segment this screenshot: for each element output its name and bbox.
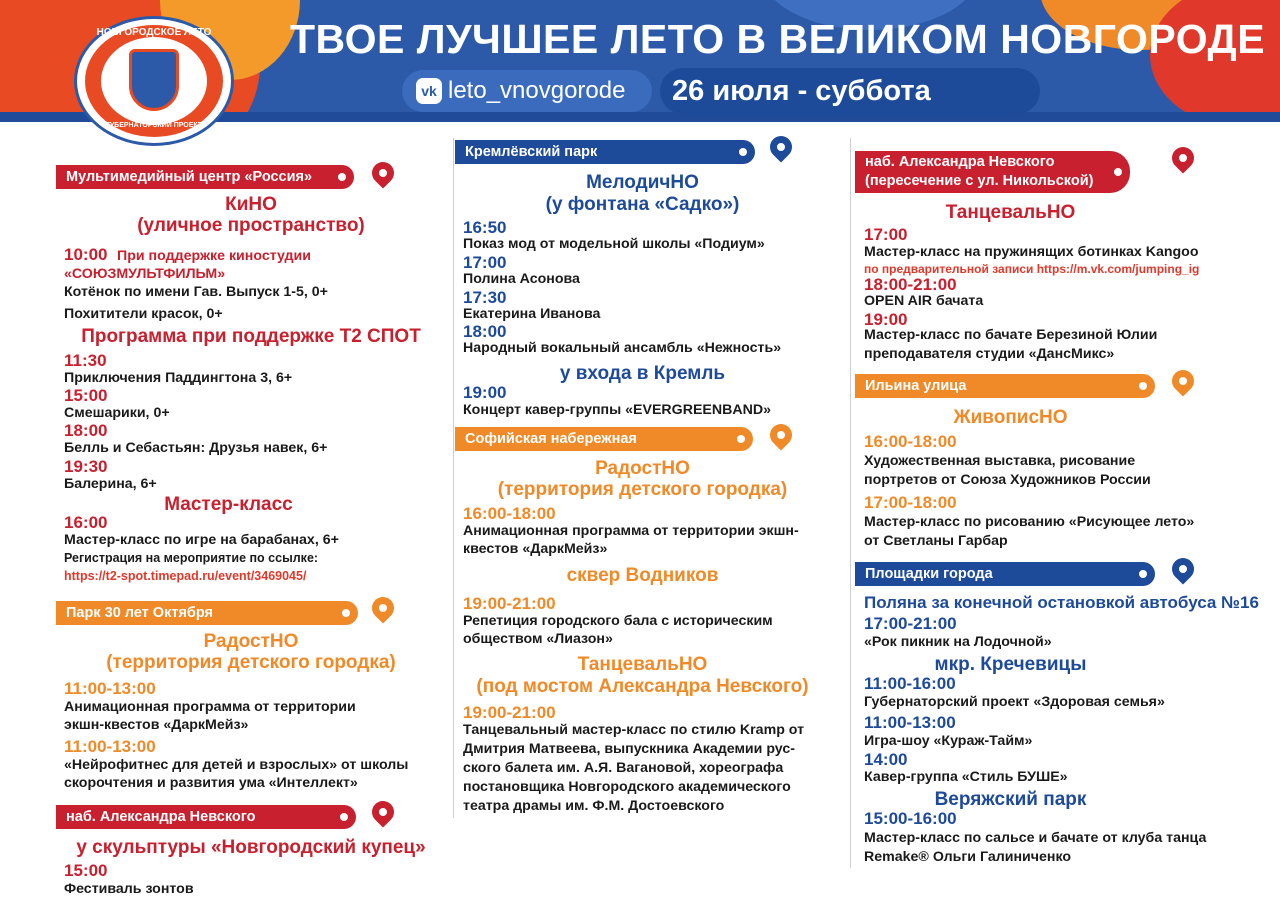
column-divider — [850, 138, 851, 868]
section-title: КиНО — [225, 194, 277, 215]
event-text: Народный вокальный ансамбль «Нежность» — [463, 340, 782, 356]
logo-text-bottom: ГУБЕРНАТОРСКИЙ ПРОЕКТ — [105, 122, 203, 129]
location-label: Кремлёвский парк — [455, 140, 755, 164]
event-text: Игра-шоу «Кураж-Тайм» — [864, 733, 1033, 749]
event-text: Полина Асонова — [463, 271, 580, 287]
section-title: РадостНО — [203, 631, 299, 652]
event-time: 15:00-16:00 — [864, 809, 957, 828]
event-time: 19:00-21:00 — [463, 594, 556, 613]
event-text: Танцевальный мастер-класс по стилю Kramp от — [463, 722, 805, 738]
vk-icon: vk — [416, 78, 442, 104]
event-time: 18:00 — [463, 322, 507, 341]
logo — [74, 16, 234, 146]
date-badge — [660, 68, 1040, 114]
section-title: Веряжский парк — [934, 789, 1087, 810]
page-title: ТВОЕ ЛУЧШЕЕ ЛЕТО В ВЕЛИКОМ НОВГОРОДЕ — [290, 16, 1266, 62]
event-time: 17:00-18:00 — [864, 493, 957, 512]
section-subtitle: (под мостом Александра Невского) — [476, 676, 809, 697]
location-label: Мультимедийный центр «Россия» — [56, 165, 354, 189]
location-pin-icon — [1167, 142, 1198, 173]
section-title: у входа в Кремль — [559, 363, 726, 384]
event-text: Смешарики, 0+ — [64, 405, 170, 421]
event-text: Балерина, 6+ — [64, 476, 157, 492]
event-time: 15:00 — [64, 861, 108, 880]
event-time: 19:00 — [463, 383, 507, 402]
event-text: Показ мод от модельной школы «Подиум» — [463, 236, 765, 252]
event-text: Дмитрия Матвеева, выпускника Академии рус- — [463, 741, 795, 757]
event-text: Похитители красок, 0+ — [64, 306, 223, 322]
event-time: 16:00-18:00 — [463, 504, 556, 523]
section-title: сквер Водников — [566, 565, 719, 586]
location-label: Парк 30 лет Октября — [56, 601, 358, 625]
event-time: 17:30 — [463, 288, 507, 307]
event-text: театра драмы им. Ф.М. Достоевского — [463, 798, 725, 814]
event-time: 17:00 — [463, 253, 507, 272]
event-text: «Рок пикник на Лодочной» — [864, 634, 1052, 650]
event-text: Мастер-класс по рисованию «Рисующее лето» — [864, 514, 1195, 530]
event-text: Мастер-класс по сальсе и бачате от клуба танца — [864, 830, 1207, 846]
section-title: Поляна за конечной остановкой автобуса №16 — [864, 593, 1259, 612]
location-pin-icon — [367, 592, 398, 623]
logo-text-top: НОВГОРОДСКОЕ ЛЕТО — [96, 27, 212, 38]
event-time: 11:00-13:00 — [64, 737, 156, 756]
event-text: Мастер-класс по бачате Березиной Юлии — [864, 327, 1158, 343]
location-pin-icon — [367, 796, 398, 827]
event-text: квестов «ДаркМейз» — [463, 541, 608, 557]
location-pin-icon — [367, 157, 398, 188]
event-text: постановщика Новгородского академического — [463, 779, 791, 795]
location-label: Площадки города — [855, 562, 1155, 586]
section-subtitle: (уличное пространство) — [137, 215, 365, 236]
event-text: Анимационная программа от территории экшн- — [463, 523, 799, 539]
vk-handle: leto_vnovgorode — [448, 77, 626, 104]
event-text: Белль и Себастьян: Друзья навек, 6+ — [64, 440, 328, 456]
event-time: 11:30 — [64, 351, 107, 370]
section-title: МелодичНО — [586, 172, 699, 193]
event-text: портретов от Союза Художников России — [864, 472, 1151, 488]
event-time: 16:50 — [463, 218, 507, 237]
event-time: 19:00 — [864, 310, 908, 329]
event-note: Регистрация на мероприятие по ссылке: — [64, 551, 319, 565]
section-subtitle: (территория детского городка) — [106, 652, 396, 673]
event-text: При поддержке киностудии — [117, 248, 311, 264]
event-text: Кавер-группа «Стиль БУШЕ» — [864, 769, 1068, 785]
event-time: 11:00-13:00 — [864, 713, 956, 732]
location-label: наб. Александра Невского (пересечение с ул. Никольской) — [855, 151, 1130, 193]
logo-shield-icon — [129, 49, 179, 111]
event-text: Фестиваль зонтов — [64, 881, 194, 897]
event-text: Екатерина Иванова — [463, 306, 601, 322]
location-pin-icon — [1167, 365, 1198, 396]
event-note: по предварительной записи https://m.vk.com/jumping_ig — [864, 262, 1200, 276]
event-time: 19:30 — [64, 457, 108, 476]
event-time: 15:00 — [64, 386, 108, 405]
section-title: Мастер-класс — [164, 494, 293, 515]
section-title: ТанцевальНО — [577, 654, 708, 675]
event-text: Мастер-класс по игре на барабанах, 6+ — [64, 532, 339, 548]
event-text: преподавателя студии «ДансМикс» — [864, 346, 1115, 362]
location-label: Ильина улица — [855, 374, 1155, 398]
event-text: Приключения Паддингтона 3, 6+ — [64, 370, 293, 386]
event-text: Мастер-класс на пружинящих ботинках Kangoo — [864, 244, 1199, 260]
event-time: 19:00-21:00 — [463, 703, 556, 722]
section-title: ТанцевальНО — [945, 202, 1076, 223]
event-time: 17:00-21:00 — [864, 614, 957, 633]
event-text: Концерт кавер-группы «EVERGREENBAND» — [463, 402, 772, 418]
event-time: 17:00 — [864, 225, 908, 244]
event-text: Репетиция городского бала с историческим — [463, 613, 773, 629]
location-pin-icon — [1167, 553, 1198, 584]
event-text: Анимационная программа от территории — [64, 699, 356, 715]
event-text: экшн-квестов «ДаркМейз» — [64, 717, 249, 733]
event-text: скорочтения и развития ума «Интеллект» — [64, 775, 358, 791]
location-pin-icon — [765, 419, 796, 450]
event-text: обществом «Лиазон» — [463, 631, 613, 647]
location-label: Софийская набережная — [455, 427, 753, 451]
event-text: Remake® Ольги Галиниченко — [864, 849, 1072, 865]
event-time: 11:00-13:00 — [64, 679, 156, 698]
event-time: 18:00 — [64, 421, 108, 440]
event-time: 14:00 — [864, 750, 908, 769]
event-text: Котёнок по имени Гав. Выпуск 1-5, 0+ — [64, 284, 328, 300]
event-text: ского балета им. А.Я. Вагановой, хореографа — [463, 760, 784, 776]
section-subtitle: (у фонтана «Садко») — [545, 194, 740, 215]
event-time: 18:00-21:00 — [864, 275, 957, 294]
event-text: «СОЮЗМУЛЬТФИЛЬМ» — [64, 266, 226, 282]
event-text: Губернаторский проект «Здоровая семья» — [864, 694, 1165, 710]
event-time: 11:00-16:00 — [864, 674, 956, 693]
registration-link[interactable]: https://t2-spot.timepad.ru/event/3469045/ — [64, 569, 307, 583]
section-title: Программа при поддержке Т2 СПОТ — [81, 326, 421, 347]
event-text: «Нейрофитнес для детей и взрослых» от школы — [64, 757, 409, 773]
section-title: ЖивописНО — [953, 407, 1068, 428]
event-date: 26 июля - суббота — [672, 74, 931, 107]
vk-link[interactable] — [402, 70, 652, 112]
event-time: 16:00 — [64, 513, 108, 532]
event-text: Художественная выставка, рисование — [864, 453, 1136, 469]
section-title: мкр. Кречевицы — [934, 654, 1087, 675]
event-time: 10:00 — [64, 245, 108, 264]
column-divider — [453, 138, 454, 818]
section-title: у скульптуры «Новгородский купец» — [76, 837, 426, 858]
section-title: РадостНО — [595, 458, 690, 479]
location-pin-icon — [765, 131, 796, 162]
event-time: 16:00-18:00 — [864, 432, 957, 451]
location-label: наб. Александра Невского — [56, 805, 356, 829]
event-text: от Светланы Гарбар — [864, 533, 1008, 549]
section-subtitle: (территория детского городка) — [497, 479, 788, 500]
event-text: OPEN AIR бачата — [864, 293, 984, 309]
